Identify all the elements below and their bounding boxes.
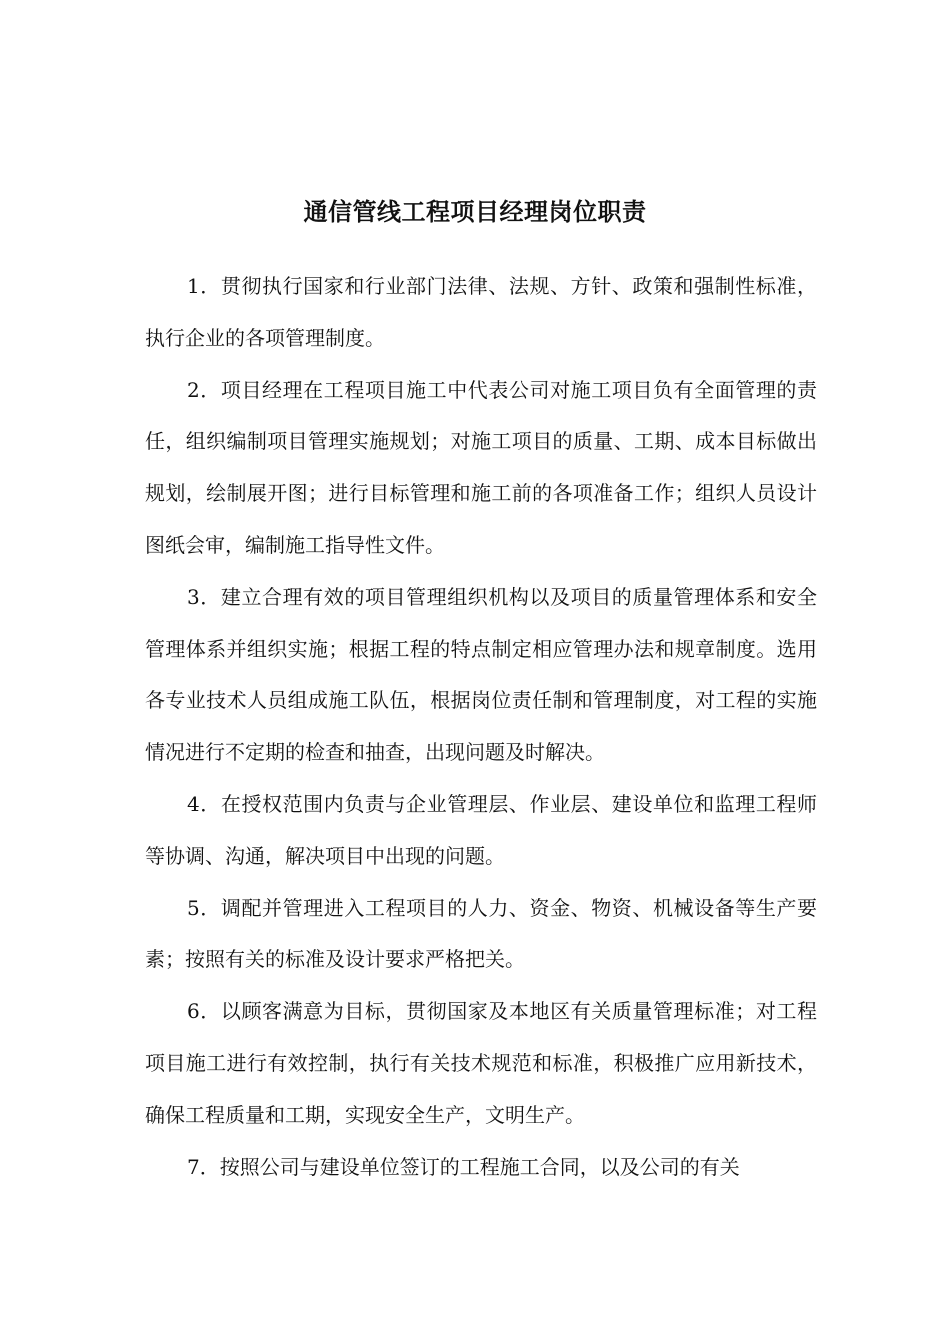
paragraph-3: 3．建立合理有效的项目管理组织机构以及项目的质量管理体系和安全管理体系并组织实施；根据工程的特点制定相应管理办法和规章制度。选用各专业技术人员组成施工队伍，根据岗位责任制和管理制度，对工程的实施情况进行不定期的检查和抽查，出现问题及时解决。 xyxy=(145,584,817,765)
paragraph-5: 5．调配并管理进入工程项目的人力、资金、物资、机械设备等生产要素；按照有关的标准及设计要求严格把关。 xyxy=(145,895,817,972)
paragraph-6: 6．以顾客满意为目标，贯彻国家及本地区有关质量管理标准；对工程项目施工进行有效控制，执行有关技术规范和标准，积极推广应用新技术，确保工程质量和工期，实现安全生产，文明生产。 xyxy=(145,999,817,1127)
paragraph-2: 2．项目经理在工程项目施工中代表公司对施工项目负有全面管理的责任，组织编制项目管理实施规划；对施工项目的质量、工期、成本目标做出规划，绘制展开图；进行目标管理和施工前的各项准备工作；组织人员设计图纸会审，编制施工指导性文件。 xyxy=(145,377,817,557)
document-body xyxy=(145,261,817,1193)
paragraph-4: 4．在授权范围内负责与企业管理层、作业层、建设单位和监理工程师等协调、沟通，解决项目中出现的问题。 xyxy=(145,791,817,868)
document-title: 通信管线工程项目经理岗位职责 xyxy=(303,198,647,226)
paragraph-1: 1．贯彻执行国家和行业部门法律、法规、方针、政策和强制性标准，执行企业的各项管理制度。 xyxy=(145,274,817,350)
paragraph-7: 7．按照公司与建设单位签订的工程施工合同，以及公司的有关 xyxy=(187,1154,740,1179)
